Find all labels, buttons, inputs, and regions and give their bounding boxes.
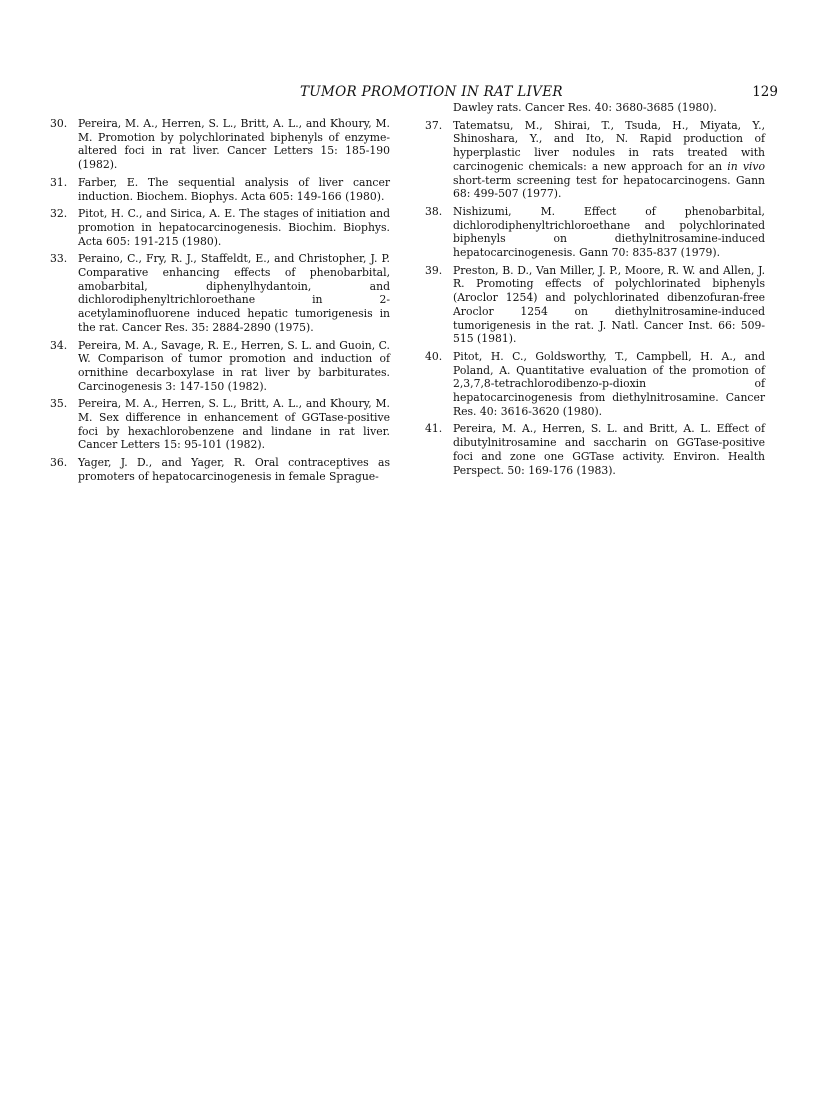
reference-number: 40. (425, 349, 443, 363)
reference-text: Farber, E. The sequential analysis of liver cancer induction. Biochem. Biophys. Acta 605: 149-166 (1980). (78, 175, 390, 203)
reference-number: 34. (50, 338, 68, 352)
reference-number: 39. (425, 263, 443, 277)
reference-item (425, 422, 765, 477)
reference-number: 36. (50, 456, 68, 470)
reference-text-italic: in vivo (727, 159, 765, 173)
reference-item (50, 252, 390, 334)
reference-text: Preston, B. D., Van Miller, J. P., Moore, R. W. and Allen, J. R. Promoting effects of polychlorinated biphenyls (Aroclor 1254) and polychlorinated dibenzofuran-free Aroclor 1254 on diethylnitrosamine-induced tumorigenesis in the rat. J. Natl. Cancer Inst. 66: 509-515 (1981). (453, 263, 765, 346)
reference-item (425, 205, 765, 260)
reference-item (425, 350, 765, 419)
references-column-left (50, 117, 390, 488)
page-number: 129 (752, 84, 778, 100)
references-column-right (425, 101, 765, 481)
reference-item (50, 339, 390, 394)
reference-number: 33. (50, 252, 68, 266)
reference-number: 41. (425, 422, 443, 436)
reference-item (50, 176, 390, 203)
reference-text: Pereira, M. A., Savage, R. E., Herren, S. L. and Guoin, C. W. Comparison of tumor promotion and induction of ornithine decarboxylase in rat liver by barbiturates. Carcinogenesis 3: 147-150 (1982). (78, 338, 390, 393)
reference-number: 37. (425, 118, 443, 132)
reference-item (50, 456, 390, 483)
reference-text-part: Tatematsu, M., Shirai, T., Tsuda, H., Miyata, Y., Shinoshara, Y., and Ito, N. Rapid production of hyperplastic liver nodules in rats treated with carcinogenic chemicals: a new approach for an (453, 118, 765, 173)
reference-text: Pitot, H. C., Goldsworthy, T., Campbell, H. A., and Poland, A. Quantitative evaluation of the promotion of 2,3,7,8-tetrachlorodibenzo-p-dioxin of hepatocarcinogenesis from diethylnitrosamine. Cancer Res. 40: 3616-3620 (1980). (453, 349, 765, 418)
reference-text-part: short-term screening test for hepatocarcinogens. Gann 68: 499-507 (1977). (453, 173, 765, 201)
reference-number: 30. (50, 117, 68, 130)
reference-number: 31. (50, 175, 68, 189)
reference-text (453, 119, 765, 201)
reference-text: Pereira, M. A., Herren, S. L., Britt, A. L., and Khoury, M. M. Promotion by polychlorinated biphenyls of enzyme-altered foci in rat liver. Cancer Letters 15: 185-190 (1982). (78, 117, 390, 172)
reference-text: Pitot, H. C., and Sirica, A. E. The stages of initiation and promotion in hepatocarcinogenesis. Biochim. Biophys. Acta 605: 191-215 (1980). (78, 207, 390, 248)
reference-item (50, 207, 390, 248)
reference-number: 35. (50, 397, 68, 411)
reference-number: 38. (425, 204, 443, 218)
running-title: TUMOR PROMOTION IN RAT LIVER (300, 84, 563, 100)
reference-item (425, 264, 765, 346)
reference-text: Nishizumi, M. Effect of phenobarbital, dichlorodiphenyltrichloroethane and polychlorinated biphenyls on diethylnitrosamine-induced hepatocarcinogenesis. Gann 70: 835-837 (1979). (453, 204, 765, 260)
reference-text: Dawley rats. Cancer Res. 40: 3680-3685 (1980). (453, 101, 717, 114)
reference-text: Pereira, M. A., Herren, S. L., Britt, A. L., and Khoury, M. M. Sex difference in enhancement of GGTase-positive foci by hexachlorobenzene and lindane in rat liver. Cancer Letters 15: 95-101 (1982). (78, 397, 390, 452)
reference-text: Peraino, C., Fry, R. J., Staffeldt, E., and Christopher, J. P. Comparative enhancing effects of phenobarbital, amobarbital, diphenylhydantoin, and dichlorodiphenyltrichloroethane in 2-acetylaminofluorene induced hepatic tumorigenesis in the rat. Cancer Res. 35: 2884-2890 (1975). (78, 252, 390, 334)
reference-number: 32. (50, 207, 68, 221)
reference-text: Pereira, M. A., Herren, S. L. and Britt, A. L. Effect of dibutylnitrosamine and saccharin on GGTase-positive foci and zone one GGTase activity. Environ. Health Perspect. 50: 169-176 (1983). (453, 422, 765, 477)
reference-item (50, 397, 390, 452)
reference-text: Yager, J. D., and Yager, R. Oral contraceptives as promoters of hepatocarcinogenesis in female Sprague- (78, 456, 390, 483)
reference-item (425, 119, 765, 201)
reference-item (50, 117, 390, 172)
reference-item-continued (425, 101, 765, 115)
